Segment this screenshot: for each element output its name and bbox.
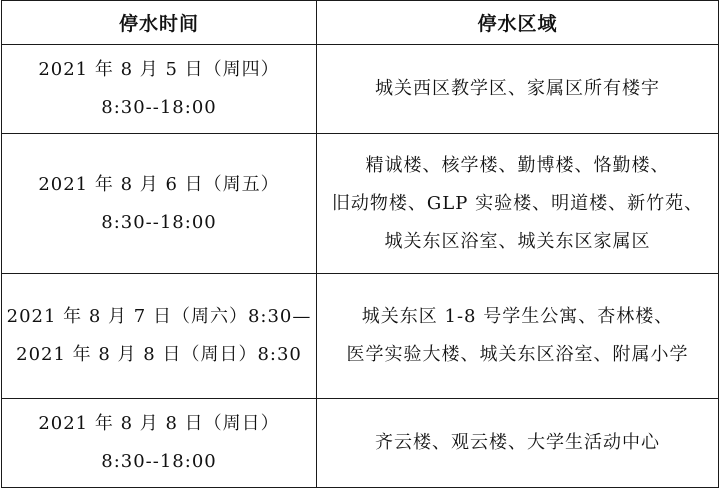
outage-time-cell (2, 274, 317, 399)
outage-time-cell (2, 134, 317, 274)
outage-area-line: 城关东区浴室、城关东区家属区 (384, 230, 651, 252)
table-row (2, 274, 719, 399)
outage-date: 2021 年 8 月 8 日（周日） (38, 413, 280, 434)
outage-end: 2021 年 8 月 8 日（周日）8:30 (16, 344, 302, 365)
outage-time-cell (2, 399, 317, 488)
outage-area-line: 齐云楼、观云楼、大学生活动中心 (375, 432, 660, 453)
table-row (2, 134, 719, 274)
outage-area-line: 旧动物楼、GLP 实验楼、明道楼、新竹苑、 (331, 192, 704, 214)
outage-area-cell (317, 274, 719, 399)
outage-area-cell (317, 45, 719, 134)
outage-hours: 8:30--18:00 (101, 211, 217, 233)
outage-date: 2021 年 8 月 5 日（周四） (38, 59, 280, 80)
outage-area-cell (317, 399, 719, 488)
outage-hours: 8:30--18:00 (101, 451, 217, 472)
outage-date: 2021 年 8 月 6 日（周五） (38, 173, 280, 195)
outage-time-cell (2, 45, 317, 134)
outage-hours: 8:30--18:00 (101, 97, 217, 118)
outage-area-line: 城关东区 1-8 号学生公寓、杏林楼、 (361, 306, 674, 327)
table-row (2, 45, 719, 134)
table-header-row (2, 1, 719, 45)
table-row (2, 399, 719, 488)
header-outage-area: 停水区域 (317, 1, 719, 45)
water-outage-table (1, 0, 719, 488)
outage-area-line: 医学实验大楼、城关东区浴室、附属小学 (346, 344, 689, 365)
outage-area-line: 城关西区教学区、家属区所有楼宇 (375, 78, 660, 99)
outage-area-line: 精诚楼、核学楼、勤博楼、恪勤楼、 (365, 154, 670, 176)
header-outage-time: 停水时间 (2, 1, 317, 45)
outage-area-cell (317, 134, 719, 274)
outage-start: 2021 年 8 月 7 日（周六）8:30— (6, 306, 312, 327)
